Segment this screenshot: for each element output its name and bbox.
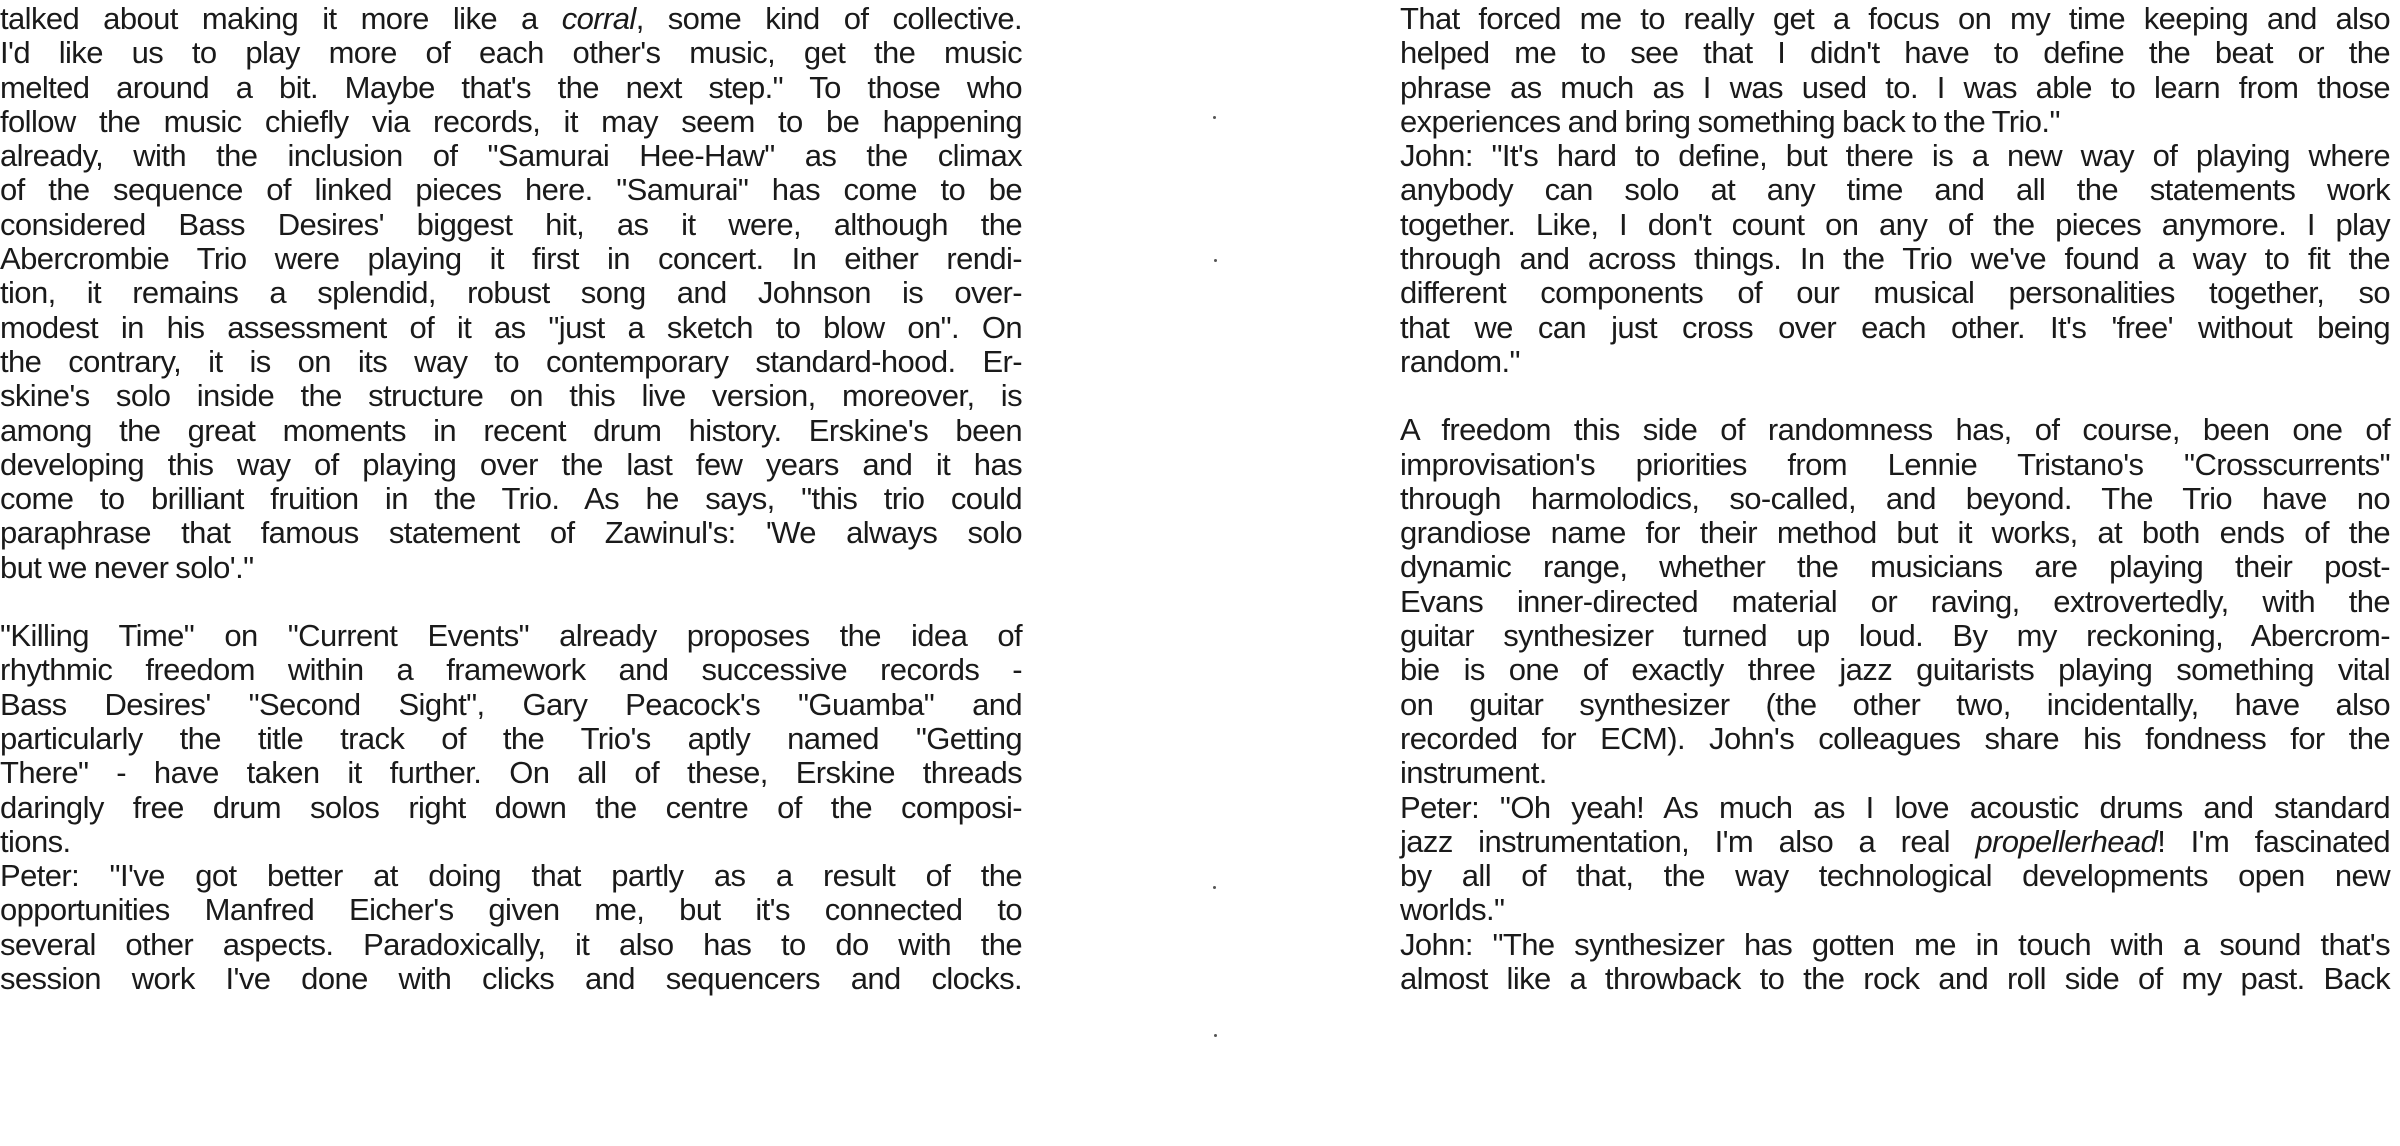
text-segment: A freedom this side of randomness has, of course, been one of — [1400, 412, 2390, 448]
text-segment: among the great moments in recent drum history. Erskine's been — [0, 412, 1022, 448]
text-line — [0, 276, 1022, 310]
text-line — [0, 482, 1022, 516]
text-segment: on guitar synthesizer (the other two, incidentally, have also — [1400, 686, 2390, 722]
text-line — [1400, 825, 2390, 859]
text-line — [0, 722, 1022, 756]
paragraph — [1400, 928, 2390, 997]
print-speck — [1214, 1034, 1217, 1037]
text-segment: talked about making it more like a — [0, 1, 562, 36]
text-segment: "Killing Time" on "Current Events" already proposes the idea of — [0, 618, 1022, 654]
text-line — [0, 756, 1022, 790]
text-segment: jazz instrumentation, I'm also a real — [1400, 823, 1976, 859]
text-line — [0, 825, 1022, 859]
text-segment: follow the music chiefly via records, it may seem to be happening — [0, 103, 1022, 139]
text-segment: John: "The synthesizer has gotten me in touch with a sound that's — [1400, 926, 2390, 962]
text-segment: that we can just cross over each other. It's 'free' without being — [1400, 309, 2390, 345]
paragraph — [1400, 139, 2390, 379]
text-line — [1400, 791, 2390, 825]
text-line — [1400, 619, 2390, 653]
text-segment: Evans inner-directed material or raving, extrovertedly, with the — [1400, 583, 2390, 619]
text-segment: , some kind of collective. — [635, 1, 1022, 36]
text-segment: phrase as much as I was used to. I was able to learn from those — [1400, 69, 2390, 105]
text-line — [1400, 173, 2390, 207]
text-segment: through harmolodics, so-called, and beyond. The Trio have no — [1400, 480, 2390, 516]
text-line — [1400, 2, 2390, 36]
text-line — [0, 2, 1022, 36]
text-segment: guitar synthesizer turned up loud. By my reckoning, Abercrom- — [1400, 618, 2390, 654]
text-line — [0, 173, 1022, 207]
text-line — [1400, 36, 2390, 70]
text-line — [1400, 276, 2390, 310]
print-speck — [1213, 886, 1216, 889]
paragraph — [0, 619, 1022, 859]
text-line — [0, 551, 1022, 585]
text-segment: together. Like, I don't count on any of the pieces anymore. I play — [1400, 206, 2390, 242]
text-line — [1400, 482, 2390, 516]
text-line — [0, 962, 1022, 996]
text-line — [0, 619, 1022, 653]
text-segment: through and across things. In the Trio we've found a way to fit the — [1400, 241, 2390, 277]
text-line — [0, 345, 1022, 379]
text-segment: Bass Desires' "Second Sight", Gary Peacock's "Guamba" and — [0, 686, 1022, 722]
text-line — [0, 105, 1022, 139]
text-segment: There" - have taken it further. On all of these, Erskine threads — [0, 755, 1022, 791]
text-line — [1400, 653, 2390, 687]
right-text-column — [1400, 2, 2390, 996]
text-segment: several other aspects. Paradoxically, it also has to do with the — [0, 926, 1022, 962]
paragraph — [1400, 413, 2390, 790]
text-line — [0, 859, 1022, 893]
text-segment: considered Bass Desires' biggest hit, as it were, although the — [0, 206, 1022, 242]
paragraph — [0, 859, 1022, 996]
text-line — [0, 71, 1022, 105]
text-segment: bie is one of exactly three jazz guitarists playing something vital — [1400, 652, 2390, 688]
text-segment: by all of that, the way technological developments open new — [1400, 858, 2390, 894]
text-segment: recorded for ECM). John's colleagues share his fondness for the — [1400, 720, 2390, 756]
text-line — [0, 928, 1022, 962]
paragraph — [0, 2, 1022, 585]
text-segment: of the sequence of linked pieces here. "Samurai" has come to be — [0, 172, 1022, 208]
italic-text: corral — [561, 1, 636, 36]
text-line — [1400, 71, 2390, 105]
text-line — [1400, 859, 2390, 893]
text-line — [1400, 139, 2390, 173]
text-line — [0, 688, 1022, 722]
text-segment: Abercrombie Trio were playing it first in concert. In either rendi- — [0, 241, 1022, 277]
text-line — [1400, 242, 2390, 276]
text-line — [0, 516, 1022, 550]
text-segment: experiences and bring something back to the Trio." — [1400, 103, 2060, 139]
text-segment: but we never solo'." — [0, 549, 254, 585]
text-line — [1400, 208, 2390, 242]
text-line — [0, 791, 1022, 825]
text-segment: tion, it remains a splendid, robust song and Johnson is over- — [0, 275, 1022, 311]
text-segment: paraphrase that famous statement of Zawinul's: 'We always solo — [0, 515, 1022, 551]
text-segment: I'd like us to play more of each other's music, get the music — [0, 35, 1022, 71]
text-segment: melted around a bit. Maybe that's the next step." To those who — [0, 69, 1022, 105]
text-segment: helped me to see that I didn't have to define the beat or the — [1400, 35, 2390, 71]
text-line — [1400, 928, 2390, 962]
text-line — [1400, 893, 2390, 927]
text-line — [0, 893, 1022, 927]
text-line — [1400, 756, 2390, 790]
text-line — [1400, 448, 2390, 482]
text-segment: That forced me to really get a focus on my time keeping and also — [1400, 1, 2390, 36]
text-line — [0, 448, 1022, 482]
text-segment: already, with the inclusion of "Samurai Hee-Haw" as the climax — [0, 138, 1022, 174]
text-line — [1400, 550, 2390, 584]
text-line — [0, 414, 1022, 448]
paragraph — [1400, 2, 2390, 139]
text-line — [1400, 585, 2390, 619]
text-segment: come to brilliant fruition in the Trio. As he says, "this trio could — [0, 481, 1022, 517]
paragraph-gap — [1400, 379, 2390, 413]
text-segment: dynamic range, whether the musicians are playing their post- — [1400, 549, 2390, 585]
print-speck — [1213, 116, 1216, 119]
text-line — [0, 311, 1022, 345]
text-line — [0, 242, 1022, 276]
text-segment: skine's solo inside the structure on this live version, moreover, is — [0, 378, 1022, 414]
text-segment: developing this way of playing over the last few years and it has — [0, 446, 1022, 482]
text-segment: daringly free drum solos right down the centre of the composi- — [0, 789, 1022, 825]
paragraph-gap — [0, 585, 1022, 619]
text-line — [0, 36, 1022, 70]
text-segment: grandiose name for their method but it works, at both ends of the — [1400, 515, 2390, 551]
text-segment: tions. — [0, 823, 71, 859]
text-line — [0, 379, 1022, 413]
text-segment: Peter: "Oh yeah! As much as I love acoustic drums and standard — [1400, 789, 2390, 825]
text-line — [0, 208, 1022, 242]
text-line — [1400, 962, 2390, 996]
text-line — [0, 139, 1022, 173]
text-line — [1400, 722, 2390, 756]
text-segment: worlds." — [1400, 892, 1505, 928]
text-segment: anybody can solo at any time and all the statements work — [1400, 172, 2390, 208]
text-segment: the contrary, it is on its way to contemporary standard-hood. Er- — [0, 343, 1022, 379]
text-line — [0, 653, 1022, 687]
text-segment: John: "It's hard to define, but there is a new way of playing where — [1400, 138, 2390, 174]
text-segment: Peter: "I've got better at doing that partly as a result of the — [0, 858, 1022, 894]
text-line — [1400, 345, 2390, 379]
text-segment: ! I'm fascinated — [2157, 823, 2390, 859]
text-segment: instrument. — [1400, 755, 1547, 791]
text-line — [1400, 688, 2390, 722]
text-segment: almost like a throwback to the rock and roll side of my past. Back — [1400, 961, 2390, 997]
text-segment: different components of our musical personalities together, so — [1400, 275, 2390, 311]
text-line — [1400, 311, 2390, 345]
paragraph — [1400, 791, 2390, 928]
text-segment: rhythmic freedom within a framework and successive records - — [0, 652, 1022, 688]
text-segment: random." — [1400, 343, 1520, 379]
print-speck — [1214, 259, 1217, 262]
italic-text: propellerhead — [1975, 823, 2158, 859]
text-line — [1400, 413, 2390, 447]
text-line — [1400, 516, 2390, 550]
text-segment: improvisation's priorities from Lennie Tristano's "Crosscurrents" — [1400, 446, 2390, 482]
text-line — [1400, 105, 2390, 139]
text-segment: opportunities Manfred Eicher's given me, but it's connected to — [0, 892, 1022, 928]
text-segment: particularly the title track of the Trio's aptly named "Getting — [0, 720, 1022, 756]
text-segment: modest in his assessment of it as "just a sketch to blow on". On — [0, 309, 1022, 345]
left-text-column — [0, 2, 1022, 996]
text-segment: session work I've done with clicks and sequencers and clocks. — [0, 961, 1022, 997]
